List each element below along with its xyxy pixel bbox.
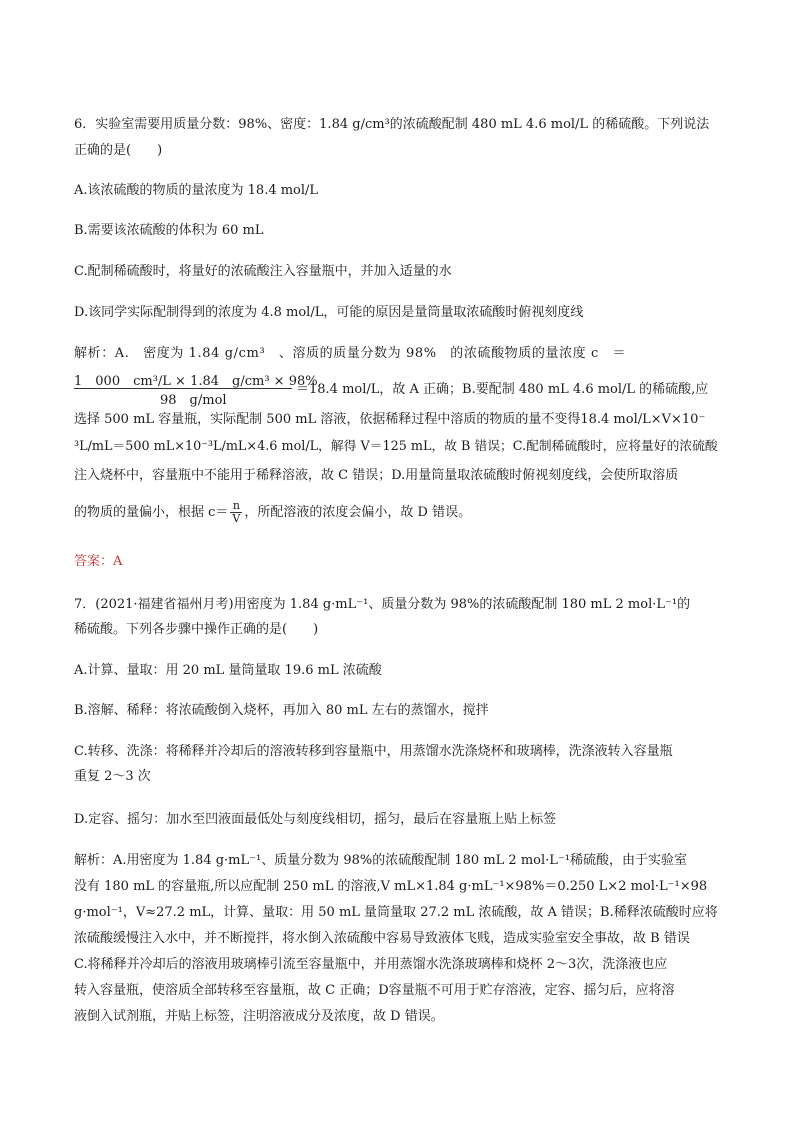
fraction-numerator: 1 000 cm³/L × 1.84 g/cm³ × 98% <box>74 374 318 389</box>
fraction-n: n <box>230 500 242 513</box>
q7-analysis-line-7: 液倒入试剂瓶，并贴上标签，注明溶液成分及浓度，故 D 错误。 <box>74 1009 444 1024</box>
q6-analysis-line-6 <box>74 500 471 525</box>
q7-stem-line-1: 7．(2021·福建省福州月考)用密度为 1.84 g·mL⁻¹、质量分数为 98%的浓硫酸配制 180 mL 2 mol·L⁻¹的 <box>74 597 691 612</box>
q6-option-d: D.该同学实际配制得到的浓度为 4.8 mol/L，可能的原因是量筒量取浓硫酸时俯视刻度线 <box>74 305 584 320</box>
q6-option-c: C.配制稀硫酸时，将量好的浓硫酸注入容量瓶中，并加入适量的水 <box>74 264 452 279</box>
q7-analysis-line-4: 浓硫酸缓慢注入水中，并不断搅拌，将水倒入浓硫酸中容易导致液体飞贱，造成实验室安全事故，故 B 错误 <box>74 931 690 946</box>
q6-option-a: A.该浓硫酸的物质的量浓度为 18.4 mol/L <box>74 183 319 198</box>
fraction-v: V <box>232 512 241 525</box>
q6-analysis-line-3: 选择 500 mL 容量瓶，实际配制 500 mL 溶液，依据稀释过程中溶质的物质的量不变得18.4 mol/L×V×10⁻ <box>74 412 706 427</box>
q7-option-b: B.溶解、稀释：将浓硫酸倒入烧杯，再加入 80 mL 左右的蒸馏水，搅拌 <box>74 703 489 718</box>
q7-option-d: D.定容、摇匀：加水至凹液面最低处与刻度线相切，摇匀，最后在容量瓶上贴上标签 <box>74 812 557 827</box>
q6-stem-line-1: 6．实验室需要用质量分数：98%、密度：1.84 g/cm³的浓硫酸配制 480 mL 4.6 mol/L 的稀硫酸。下列说法 <box>74 117 710 132</box>
q7-option-a: A.计算、量取：用 20 mL 量筒量取 19.6 mL 浓硫酸 <box>74 663 382 678</box>
q6-analysis-line-6-end: ，所配溶液的浓度会偏小，故 D 错误。 <box>244 505 472 520</box>
q7-option-c-line-1: C.转移、洗涤：将稀释并冷却后的溶液转移到容量瓶中，用蒸馏水洗涤烧杯和玻璃棒，洗涤液转入容量瓶 <box>74 744 673 759</box>
q6-option-b: B.需要该浓硫酸的体积为 60 mL <box>74 223 264 238</box>
q6-analysis-fraction-line <box>74 370 724 408</box>
q7-analysis-line-5: C.将稀释并冷却后的溶液用玻璃棒引流至容量瓶中，并用蒸馏水洗涤玻璃棒和烧杯 2～3次，洗涤液也应 <box>74 957 668 972</box>
q6-analysis-line-2-rest: ＝18.4 mol/L，故 A 正确；B.要配制 480 mL 4.6 mol/L 的稀硫酸,应 <box>296 382 709 397</box>
q6-analysis-line-5: 注入烧杯中，容量瓶中不能用于稀释溶液，故 C 错误；D.用量筒量取浓硫酸时俯视刻度线，会使所取溶质 <box>74 468 679 483</box>
q6-analysis-line-1: 解析：A. 密度为 1.84 g/cm³ 、溶质的质量分数为 98% 的浓硫酸物质的量浓度 c ＝ <box>74 346 627 361</box>
fraction-denominator: 98 g/mol <box>160 393 227 408</box>
q6-analysis-line-4: ³L/mL＝500 mL×10⁻³L/mL×4.6 mol/L，解得 V＝125 mL，故 B 错误；C.配制稀硫酸时，应将量好的浓硫酸 <box>74 439 718 454</box>
q7-option-c-line-2: 重复 2～3 次 <box>74 769 151 784</box>
q6-analysis-line-6-start: 的物质的量偏小，根据 c＝ <box>74 505 229 520</box>
n-over-v-fraction <box>230 500 242 525</box>
q7-analysis-line-1: 解析：A.用密度为 1.84 g·mL⁻¹、质量分数为 98%的浓硫酸配制 180 mL 2 mol·L⁻¹稀硫酸，由于实验室 <box>74 853 687 868</box>
q7-analysis-line-2: 没有 180 mL 的容量瓶,所以应配制 250 mL 的溶液,V mL×1.84 g·mL⁻¹×98%＝0.250 L×2 mol·L⁻¹×98 <box>74 879 708 894</box>
q7-analysis-line-3: g·mol⁻¹，V≈27.2 mL，计算、量取：用 50 mL 量筒量取 27.2 mL 浓硫酸，故 A 错误；B.稀释浓硫酸时应将 <box>74 905 718 920</box>
q6-stem-line-2: 正确的是( ) <box>74 143 163 158</box>
q6-answer: 答案：A <box>74 554 123 569</box>
q7-analysis-line-6: 转入容量瓶，使溶质全部转移至容量瓶，故 C 正确；D容量瓶不可用于贮存溶液，定容、摇匀后，应将溶 <box>74 983 675 998</box>
q7-stem-line-2: 稀硫酸。下列各步骤中操作正确的是( ) <box>74 622 319 637</box>
